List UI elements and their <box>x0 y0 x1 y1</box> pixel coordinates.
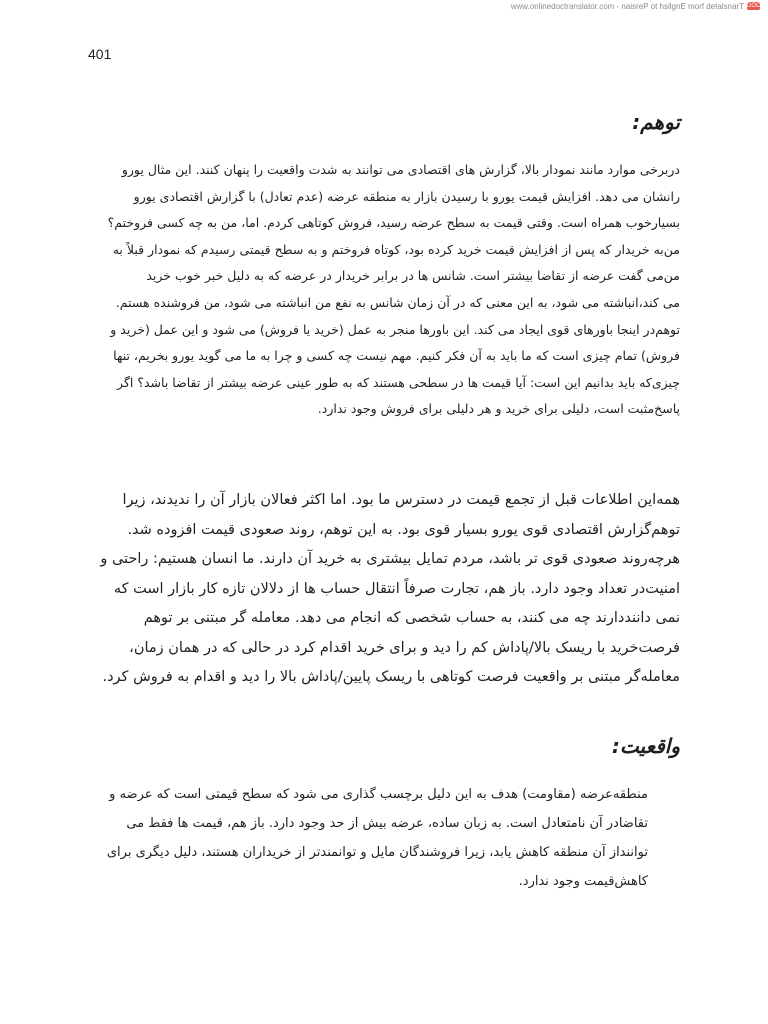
paragraph-line: من‌به خریدار که پس از افزایش قیمت خرید کرده بود، کوتاه فروختم و به سطح قیمتی رسیدم که نمودار قبلاً به <box>112 241 680 257</box>
doc-translator-logo-icon[interactable]: DOC <box>747 3 761 9</box>
paragraph-line: تقاضادر آن نامتعادل است. به زبان ساده، عرضه بیش از حد وجود دارد. باز هم، قیمت ها فقط می <box>126 816 648 831</box>
paragraph-line: چیزی‌که باید بدانیم این است: آیا قیمت ها در سطحی هستند که به طور عینی عرضه بیشتر از تقاضا باشد؟ اگر <box>117 374 680 390</box>
heading-illusion: توهم: <box>632 110 680 134</box>
paragraph-line: پاسخ‌مثبت است، دلیلی برای خرید و هر دلیلی برای فروش وجود ندارد. <box>317 401 680 417</box>
paragraph-line: کاهش‌قیمت وجود ندارد. <box>518 874 648 889</box>
paragraph-line: می کند،انباشته می شود، به این معنی که در آن زمان شانس به نفع من انباشته می شود، من فروشنده هستم. <box>115 294 680 310</box>
paragraph-line: رانشان می دهد. افزایش قیمت یورو با رسیدن بازار به منطقه عرضه (عدم تعادل) با گزارش اقتصادی یورو <box>133 188 680 204</box>
paragraph-reality <box>100 780 648 896</box>
paragraph-line: نمی دانند‌دارند چه می کنند، به حساب شخصی که انجام می دهد. معامله گر مبتنی بر توهم <box>143 610 680 626</box>
paragraph-line: همه‌این اطلاعات قبل از تجمع قیمت در دسترس ما بود. اما اکثر فعالان بازار آن را ندیدند، زیرا <box>122 492 680 508</box>
paragraph-line: دربرخی موارد مانند نمودار بالا، گزارش های اقتصادی می توانند به شدت واقعیت را پنهان کنند. این مثال یورو <box>121 162 680 177</box>
paragraph-line: امنیت‌در تعداد وجود دارد. باز هم، تجارت صرفاً انتقال حساب ها از دلالان تازه کار بازار است که <box>113 580 680 597</box>
paragraph-illusion <box>88 157 680 423</box>
paragraph-information <box>88 486 680 693</box>
paragraph-line: هرچه‌روند صعودی قوی تر باشد، مردم تمایل بیشتری به خرید آن دارند. ما انسان هستیم: راحتی و <box>100 551 680 567</box>
paragraph-line: فرصت‌خرید با ریسک بالا/پاداش کم را دید و برای خرید اقدام کرد در حالی که در همان زمان، <box>129 639 680 656</box>
paragraph-line: توهم‌گزارش اقتصادی قوی یورو بسیار قوی بود. به این توهم، روند صعودی قیمت افزوده شد. <box>127 521 680 538</box>
paragraph-line: منطقه‌عرضه (مقاومت) هدف به این دلیل برچسب گذاری می شود که سطح قیمتی است که عرضه و <box>109 787 648 802</box>
paragraph-line: من‌می گفت عرضه از تقاضا بیشتر است. شانس ها در برابر خریدار در عرضه که به دلیل خبر خوب خرید <box>146 268 680 284</box>
paragraph-line: فروش) تمام چیزی است که ما باید به آن فکر کنیم. مهم نیست چه کسی و چرا به ما می گوید یورو بخریم، تنها <box>113 348 680 364</box>
translator-watermark[interactable] <box>511 0 760 12</box>
paragraph-line: معامله‌گر مبتنی بر واقعیت فرصت کوتاهی با ریسک پایین/پاداش بالا را دید و اقدام به فروش کرد. <box>102 669 680 685</box>
heading-reality: واقعیت: <box>611 734 680 758</box>
paragraph-line: بسیارخوب همراه است. وقتی قیمت به سطح عرضه رسید، فروش کوتاهی کردم. اما، من به چه کسی فروختم؟ <box>107 215 680 231</box>
paragraph-line: توهم‌در اینجا باورهای قوی ایجاد می کند. این باورها منجر به عمل (خرید یا فروش) می شود و این عمل (خرید و <box>110 321 680 337</box>
paragraph-line: تواننداز آن منطقه کاهش یابد، زیرا فروشندگان مایل و توانمندتر از خریداران هستند، دلیل دیگری برای <box>106 845 648 860</box>
page-number: 401 <box>88 46 112 62</box>
watermark-text[interactable]: www.onlinedoctranslator.com - naisreP ot hsilgnE morf detalsnarT <box>510 1 744 11</box>
